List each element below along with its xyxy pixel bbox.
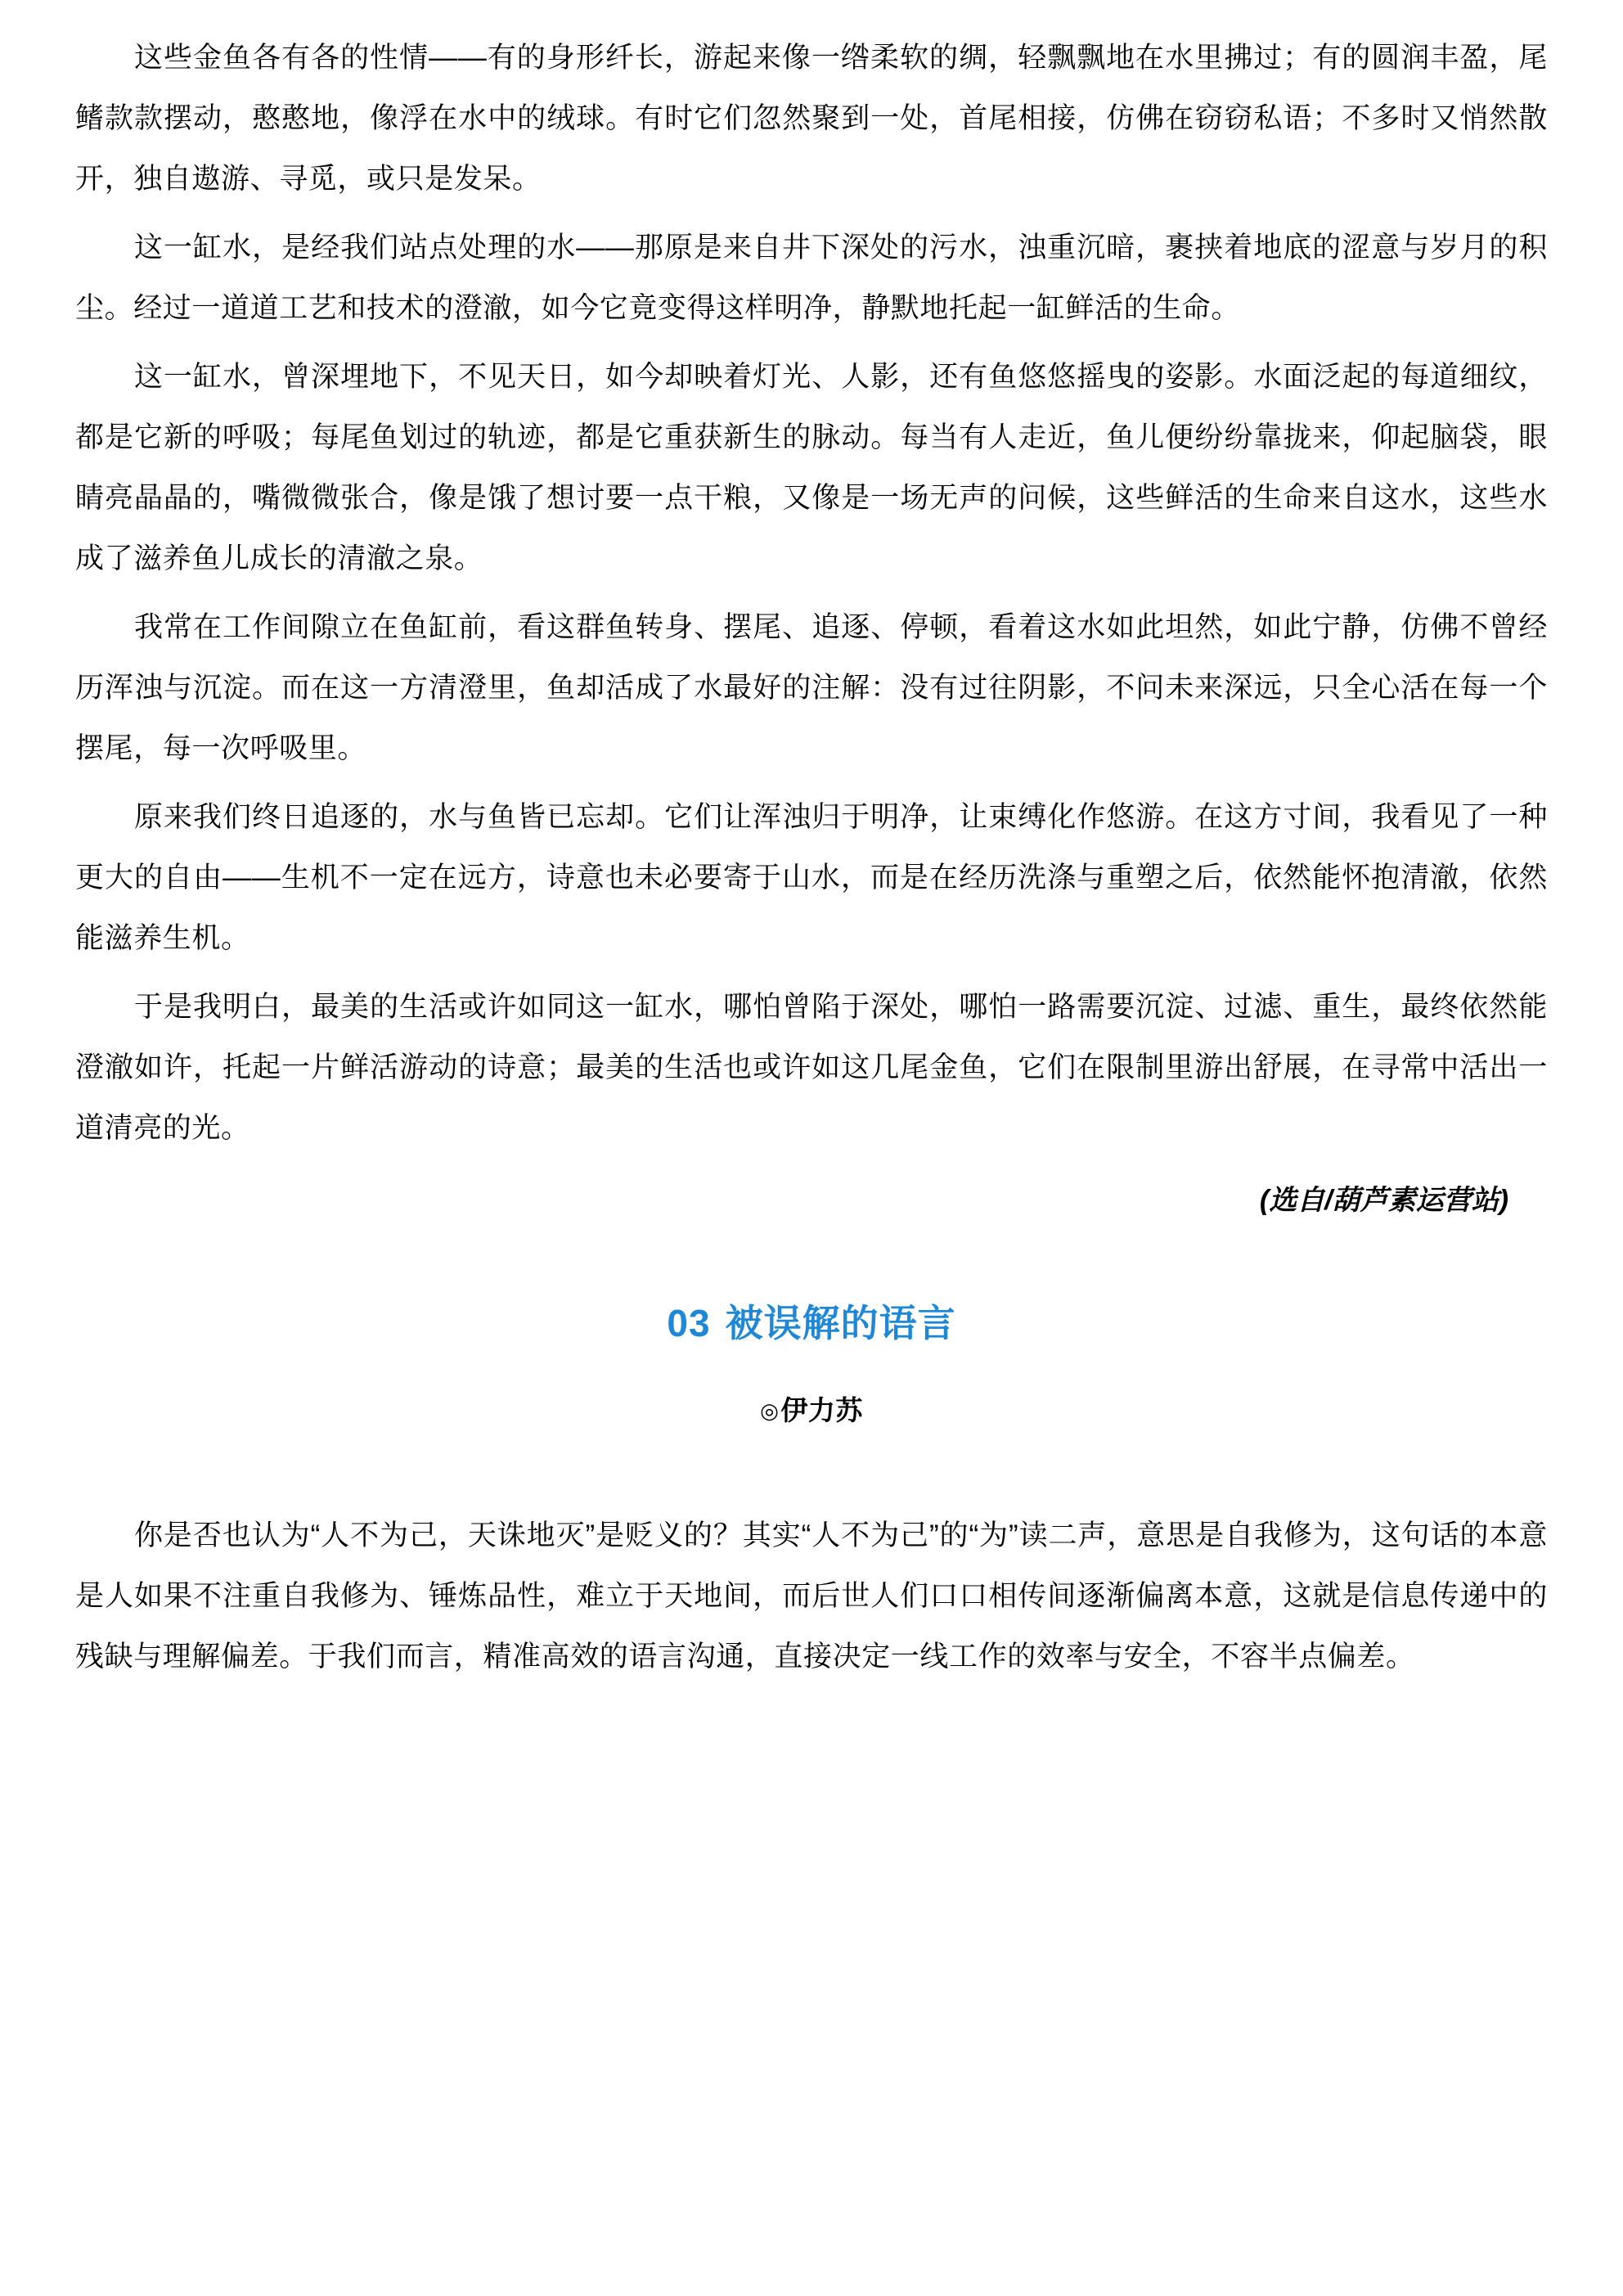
source-attribution: (选自/葫芦素运营站) <box>1259 1185 1508 1216</box>
paragraph: 这一缸水，是经我们站点处理的水——那原是来自井下深处的污水，浊重沉暗，裹挟着地底的涩意与岁月的积尘。经过一道道工艺和技术的澄澈，如今它竟变得这样明净，静默地托起一缸鲜活的生命。 <box>75 232 1548 324</box>
article-goldfish <box>75 28 1548 1229</box>
paragraph: 这一缸水，曾深埋地下，不见天日，如今却映着灯光、人影，还有鱼悠悠摇曳的姿影。水面泛起的每道细纹，都是它新的呼吸；每尾鱼划过的轨迹，都是它重获新生的脉动。每当有人走近，鱼儿便纷纷靠拢来，仰起脑袋，眼睛亮晶晶的，嘴微微张合，像是饿了想讨要一点干粮，又像是一场无声的问候，这些鲜活的生命来自这水，这些水成了滋养鱼儿成长的清澈之泉。 <box>75 361 1548 574</box>
paragraph: 我常在工作间隙立在鱼缸前，看这群鱼转身、摆尾、追逐、停顿，看着这水如此坦然，如此宁静，仿佛不曾经历浑浊与沉淀。而在这一方清澄里，鱼却活成了水最好的注解：没有过往阴影，不问未来深远，只全心活在每一个摆尾，每一次呼吸里。 <box>75 611 1548 764</box>
section-spacer <box>75 1229 1548 1298</box>
byline-mark-icon: ◎ <box>760 1398 780 1423</box>
paragraph: 这些金鱼各有各的性情——有的身形纤长，游起来像一绺柔软的绸，轻飘飘地在水里拂过；有的圆润丰盈，尾鳍款款摆动，憨憨地，像浮在水中的绒球。有时它们忽然聚到一处，首尾相接，仿佛在窃窃私语；不多时又悄然散开，独自遨游、寻觅，或只是发呆。 <box>75 42 1548 195</box>
paragraph: 于是我明白，最美的生活或许如同这一缸水，哪怕曾陷于深处，哪怕一路需要沉淀、过滤、重生，最终依然能澄澈如许，托起一片鲜活游动的诗意；最美的生活也或许如这几尾金鱼，它们在限制里游出舒展，在寻常中活出一道清亮的光。 <box>75 991 1548 1144</box>
section-title-text: 被误解的语言 <box>725 1302 956 1344</box>
paragraph: 原来我们终日追逐的，水与鱼皆已忘却。它们让浑浊归于明净，让束缚化作悠游。在这方寸间，我看见了一种更大的自由——生机不一定在远方，诗意也未必要寄于山水，而是在经历洗涤与重塑之后，依然能怀抱清澈，依然能滋养生机。 <box>75 801 1548 954</box>
paragraph: 你是否也认为“人不为己，天诛地灭”是贬义的？其实“人不为己”的“为”读二声，意思是自我修为，这句话的本意是人如果不注重自我修为、锤炼品性，难立于天地间，而后世人们口口相传间逐渐偏离本意，这就是信息传递中的残缺与理解偏差。于我们而言，精准高效的语言沟通，直接决定一线工作的效率与安全，不容半点偏差。 <box>75 1519 1548 1672</box>
section-number: 03 <box>667 1302 711 1344</box>
byline <box>75 1391 1548 1430</box>
byline-author: 伊力苏 <box>780 1395 863 1425</box>
byline-spacer <box>75 1430 1548 1506</box>
article-misunderstood-language <box>75 1298 1548 1687</box>
section-heading <box>75 1298 1548 1348</box>
